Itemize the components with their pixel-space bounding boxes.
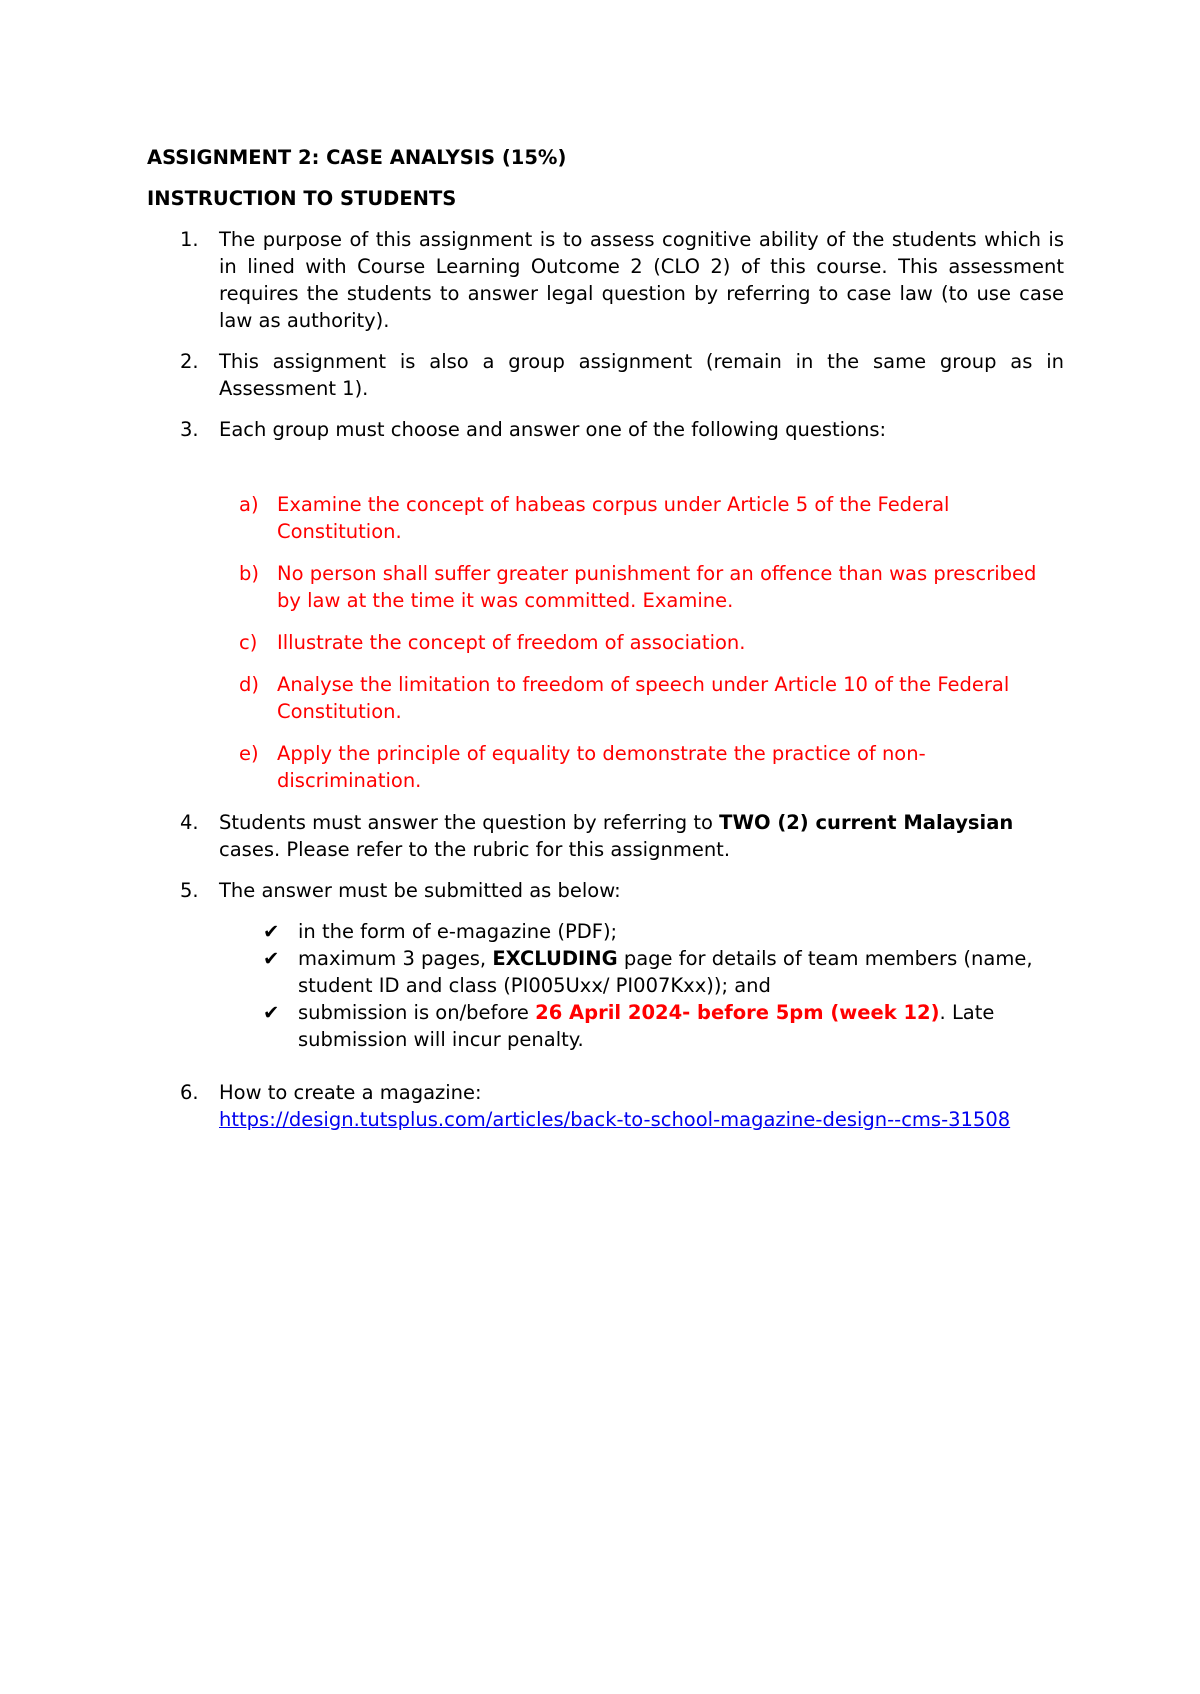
assignment-title: ASSIGNMENT 2: CASE ANALYSIS (15%): [147, 146, 567, 169]
magazine-tutorial-link[interactable]: https://design.tutsplus.com/articles/back-to-school-magazine-design--cms-31508: [219, 1108, 1011, 1131]
item-text: How to create a magazine:: [219, 1081, 482, 1104]
item-number: 1.: [180, 228, 199, 251]
item-number: 6.: [180, 1081, 199, 1104]
item-number: 5.: [180, 879, 199, 902]
question-text: Illustrate the concept of freedom of association.: [277, 631, 746, 654]
requirement-format: [147, 918, 1064, 945]
item-text: The purpose of this assignment is to assess cognitive ability of the students which is in lined with Course Learning Outcome 2 (CLO 2) of this course. This assessment requires the students to answer legal question by referring to case law (to use case law as authority).: [219, 228, 1064, 332]
instruction-heading: INSTRUCTION TO STUDENTS: [147, 187, 457, 210]
question-text: Examine the concept of habeas corpus under Article 5 of the Federal Constitution.: [277, 493, 950, 543]
requirement-text: [298, 947, 1033, 997]
item-text: This assignment is also a group assignment (remain in the same group as in Assessment 1).: [219, 350, 1064, 400]
question-letter: c): [239, 631, 258, 654]
submission-requirements: [219, 918, 1064, 1053]
emphasis-text: TWO (2) current Malaysian: [719, 811, 1014, 834]
item-text: Each group must choose and answer one of the following questions:: [219, 418, 887, 441]
question-options: [147, 491, 1064, 794]
checkmark-icon: ✔: [263, 1001, 280, 1024]
item-number: 4.: [180, 811, 199, 834]
item-text: The answer must be submitted as below:: [219, 879, 621, 902]
text-segment: . Late submission will incur penalty.: [298, 1001, 995, 1051]
question-text: Analyse the limitation to freedom of speech under Article 10 of the Federal Constitution.: [277, 673, 1010, 723]
requirement-deadline: [147, 999, 1064, 1053]
question-text: No person shall suffer greater punishment for an offence than was prescribed by law at the time it was committed. Examine.: [277, 562, 1037, 612]
question-letter: b): [239, 562, 259, 585]
checkmark-icon: ✔: [263, 920, 280, 943]
question-e: [147, 740, 1064, 794]
instruction-item-4: [147, 809, 1064, 863]
text-segment: submission is on/before: [298, 1001, 536, 1024]
text-segment: cases. Please refer to the rubric for this assignment.: [219, 838, 731, 861]
instruction-item-1: [147, 226, 1064, 334]
instruction-item-6: [147, 1079, 1064, 1133]
item-number: 2.: [180, 350, 199, 373]
requirement-text: in the form of e-magazine (PDF);: [298, 920, 618, 943]
question-letter: a): [239, 493, 259, 516]
document-body: [147, 144, 1064, 1147]
question-letter: e): [239, 742, 259, 765]
requirement-pages: [147, 945, 1064, 999]
item-text: [219, 809, 1064, 863]
item-number: 3.: [180, 418, 199, 441]
instruction-item-3: [147, 416, 1064, 443]
requirement-text: [298, 1001, 994, 1051]
question-text: Apply the principle of equality to demonstrate the practice of non-discrimination.: [277, 742, 926, 792]
text-segment: maximum 3 pages,: [298, 947, 493, 970]
instruction-item-5: [147, 877, 1064, 1053]
text-segment: page for details of team members (name, student ID and class (PI005Uxx/ PI007Kxx)); and: [298, 947, 1033, 997]
deadline-text: 26 April 2024- before 5pm (week 12): [535, 1001, 940, 1024]
text-segment: Students must answer the question by referring to: [219, 811, 720, 834]
question-list: [147, 491, 1064, 794]
instruction-list: [147, 226, 1064, 1133]
question-c: [147, 629, 1064, 656]
question-a: [147, 491, 1064, 545]
instruction-item-2: [147, 348, 1064, 402]
emphasis-text: EXCLUDING: [492, 947, 618, 970]
checkmark-icon: ✔: [263, 947, 280, 970]
question-d: [147, 671, 1064, 725]
question-b: [147, 560, 1064, 614]
question-letter: d): [239, 673, 259, 696]
